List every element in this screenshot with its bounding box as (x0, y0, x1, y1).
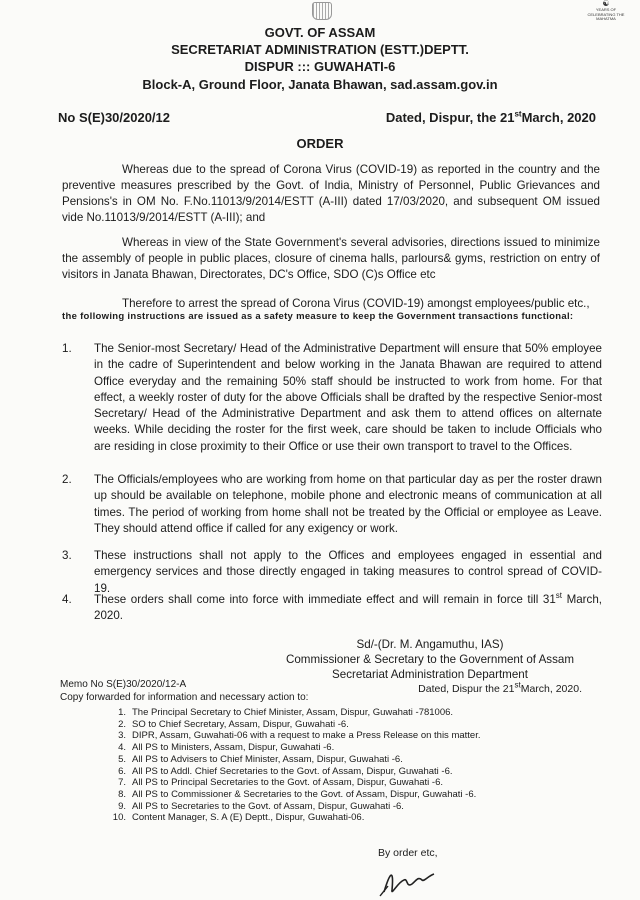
handwritten-signature (376, 862, 446, 898)
list-item: 6. All PS to Addl. Chief Secretaries to the Govt. of Assam, Dispur, Guwahati -6. (118, 765, 453, 777)
copy-forwarded-line: Copy forwarded for information and necessary action to: (60, 692, 309, 703)
list-item: 8. All PS to Commissioner & Secretaries to the Govt. of Assam, Dispur, Guwahati -6. (118, 788, 477, 800)
state-emblem-icon (312, 2, 332, 20)
header-location: DISPUR ::: GUWAHATI-6 (244, 59, 396, 74)
memo-date: Dated, Dispur the 21stMarch, 2020. (418, 680, 582, 695)
copy-list (108, 707, 481, 824)
signatory-designation: Commissioner & Secretary to the Government of Assam (285, 653, 575, 666)
order-date: Dated, Dispur, the 21stMarch, 2020 (385, 109, 596, 125)
list-item: 10. Content Manager, S. A (E) Deptt., Dispur, Guwahati-06. (112, 812, 365, 824)
paragraph-therefore-cont: the following instructions are issued as a safety measure to keep the Government transactions functional: (62, 311, 574, 322)
by-order-text: By order etc, (378, 847, 438, 859)
document-title: ORDER (296, 136, 344, 151)
instruction-item: 2. The Officials/employees who are working from home on that particular day as per the roster drawn up should be available on telephone, mobile phone and electronic means of communication at all times. The period of working from home shall not be treated by the Official or employee as Leave. They should attend office if called for any exigency or work. (62, 473, 602, 535)
signatory-name: Sd/-(Dr. M. Angamuthu, IAS) (356, 638, 504, 651)
header-department: SECRETARIAT ADMINISTRATION (ESTT.)DEPTT. (171, 42, 469, 57)
header-address: Block-A, Ground Floor, Janata Bhawan, sad.assam.gov.in (142, 77, 498, 92)
paragraph-whereas-1: Whereas due to the spread of Corona Virus (COVID-19) as reported in the country and the preventive measures prescribed by the Govt. of India, Ministry of Personnel, Public Grievances and Pensions's in OM No. F.No.11013/9/2014/ESTT (A-III) dated 17/03/2020, and subsequent OM issued vide No.11013/9/2014/ESTT (A-III); and (62, 163, 600, 224)
order-reference-number: No S(E)30/2020/12 (58, 110, 171, 125)
gandhi-150-icon: ☯ (602, 0, 610, 8)
instruction-item: 3. These instructions shall not apply to the Offices and employees engaged in essential and emergency services and those directly engaged in taking measures to control spread of COVID-19. (62, 549, 602, 595)
signatory-department: Secretariat Administration Department (332, 668, 528, 681)
list-item: 5. All PS to Advisers to Chief Minister, Assam, Dispur, Guwahati -6. (118, 753, 403, 765)
paragraph-therefore: Therefore to arrest the spread of Corona Virus (COVID-19) amongst employees/public etc., (122, 297, 590, 310)
list-item: 9. All PS to Secretaries to the Govt. of Assam, Dispur, Guwahati -6. (118, 800, 404, 812)
header-govt: GOVT. OF ASSAM (264, 25, 376, 40)
instruction-item: 4. These orders shall come into force with immediate effect and will remain in force till 31st March, 2020. (62, 591, 602, 623)
list-item: 1. The Principal Secretary to Chief Minister, Assam, Dispur, Guwahati -781006. (118, 707, 454, 718)
list-item: 2. SO to Chief Secretary, Assam, Dispur, Guwahati -6. (118, 718, 349, 730)
instruction-item: 1. The Senior-most Secretary/ Head of the Administrative Department will ensure that 50% employee in the cadre of Superintendent and below working in the Janata Bhawan are required to attend Office everyday and the remaining 50% staff should be instructed to work from home. For that effect, a weekly roster of duty for the above Officials shall be drafted by the respective Senior-most Secretary/ Head of the Administrative Department and ask them to attend offices on alternate weeks. While deciding the roster for the first week, care should be taken to include Officials who are residing in close proximity to their Office or use their own transport to travel to the Offices. (62, 342, 602, 453)
gandhi-150-logo-text: YEARS OF CELEBRATING THE MAHATMA (587, 7, 625, 21)
list-item: 4. All PS to Ministers, Assam, Dispur, Guwahati -6. (118, 742, 335, 754)
list-item: 3. DIPR, Assam, Guwahati-06 with a request to make a Press Release on this matter. (118, 730, 481, 742)
paragraph-whereas-2: Whereas in view of the State Government's several advisories, directions issued to minimize the assembly of people in public places, closure of cinema halls, parlours& gyms, restriction on entry of visitors in Janata Bhawan, Directorates, DC's Office, SDO (C)s Office etc (62, 236, 600, 281)
list-item: 7. All PS to Principal Secretaries to the Govt. of Assam, Dispur, Guwahati -6. (118, 777, 443, 789)
memo-number: Memo No S(E)30/2020/12-A (60, 679, 187, 690)
gandhi-150-logo (582, 0, 630, 21)
